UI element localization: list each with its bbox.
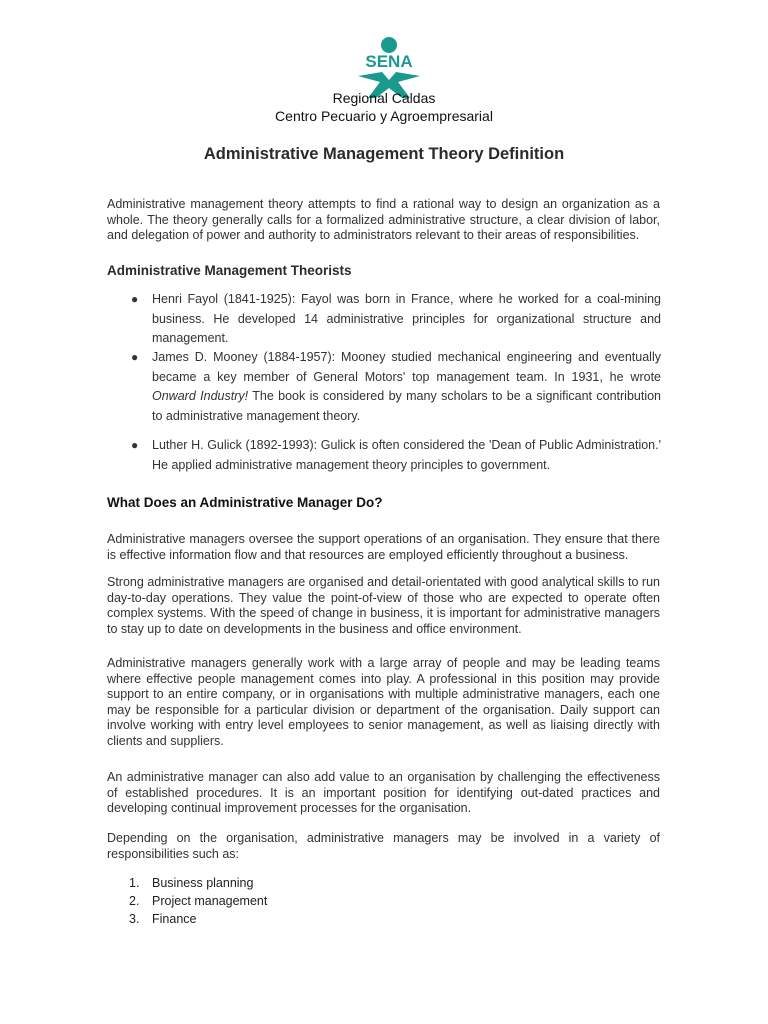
document-title: Administrative Management Theory Definition — [203, 145, 565, 163]
list-item: ● James D. Mooney (1884-1957): Mooney studied mechanical engineering and eventually became a key member of General Motors' top management team. In 1931, he wrote Onward Industry! The book is considered by many scholars to be a significant contribution to administrative management theory. — [131, 350, 662, 423]
list-number: 1. — [129, 876, 140, 890]
intro-paragraph: Administrative management theory attempts to find a rational way to design an organization as a whole. The theory generally calls for a formalized administrative structure, a clear division of labor, and delegation of power and authority to administrators relevant to their areas of responsibilities. — [107, 197, 660, 242]
paragraph: Administrative managers generally work with a large array of people and may be leading teams where effective people management comes into play. A professional in this position may provide support to an entire company, or in organisations with multiple administrative managers, each one may be responsible for a particular division or department of the organisation. Daily support can involve working with entry level employees to senior management, as well as liaising directly with clients and suppliers. — [107, 656, 660, 748]
list-item: Project management — [152, 894, 268, 908]
list-number: 3. — [129, 912, 140, 926]
list-item: Finance — [152, 912, 197, 926]
list-item: ● Henri Fayol (1841-1925): Fayol was born in France, where he worked for a coal-mining business. He developed 14 administrative principles for organizational structure and management. — [131, 292, 661, 345]
paragraph: Depending on the organisation, administrative managers may be involved in a variety of responsibilities such as: — [107, 831, 660, 861]
bullet-icon: ● — [131, 350, 139, 364]
logo-text: SENA — [365, 52, 413, 71]
paragraph: Strong administrative managers are organised and detail-orientated with good analytical skills to run day-to-day operations. They value the point-of-view of those who are expected to operate often complex systems. With the speed of change in business, it is important for administrative managers to stay up to date on developments in the business and office environment. — [107, 575, 660, 636]
region-name: Regional Caldas — [332, 90, 436, 106]
bullet-icon: ● — [131, 438, 139, 452]
bullet-icon: ● — [131, 292, 139, 306]
book-title: Onward Industry! — [152, 389, 249, 403]
center-name: Centro Pecuario y Agroempresarial — [275, 108, 493, 124]
sena-logo — [352, 36, 426, 98]
manager-heading: What Does an Administrative Manager Do? — [107, 495, 383, 510]
list-item: Business planning — [152, 876, 254, 890]
paragraph: Administrative managers oversee the support operations of an organisation. They ensure that there is effective information flow and that resources are employed efficiently throughout a business. — [107, 532, 660, 562]
list-item: ● Luther H. Gulick (1892-1993): Gulick is often considered the 'Dean of Public Administration.' He applied administrative management theory principles to government. — [131, 438, 661, 472]
paragraph: An administrative manager can also add value to an organisation by challenging the effectiveness of established procedures. It is an important position for identifying out-dated practices and developing continual improvement processes for the organisation. — [107, 770, 660, 815]
theorists-heading: Administrative Management Theorists — [107, 263, 352, 278]
list-number: 2. — [129, 894, 140, 908]
